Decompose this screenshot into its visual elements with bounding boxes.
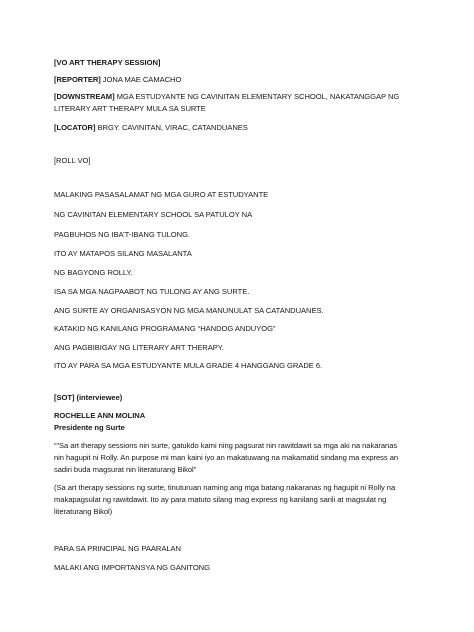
quote-line-3: sadiri buda magsurat nin literaturang Bikol”	[54, 465, 197, 474]
locator-tag: [LOCATOR]	[54, 123, 96, 132]
vo-line-6: ISA SA MGA NAGPAABOT NG TULONG AY ANG SURTE.	[54, 287, 250, 296]
closing-line-1: PARA SA PRINCIPAL NG PAARALAN	[54, 544, 181, 553]
roll-vo-tag: [ROLL VO]	[54, 156, 91, 165]
locator-text: BRGY. CAVINITAN, VIRAC, CATANDUANES	[95, 123, 248, 132]
closing-line-2: MALAKI ANG IMPORTANSYA NG GANITONG	[54, 563, 210, 572]
quote-line-2: nin hagupit ni Rolly. An purpose mi man kaini iyo an makatuwang na makamatid sindang ma express an	[54, 453, 399, 462]
locator-line	[54, 123, 454, 133]
quote-line-1: “”Sa art therapy sessions nin surte, gatukdo kami ning pagsurat nin rawitdawit sa mga aki na nakaranas	[54, 441, 398, 450]
translation-line-2: makapagsulat ng rawitdawit. Ito ay para matuto silang mag express ng kanilang sarili at magsulat ng	[54, 495, 387, 504]
vo-line-10: ITO AY PARA SA MGA ESTUDYANTE MULA GRADE 4 HANGGANG GRADE 6.	[54, 361, 323, 370]
downstream-tag: [DOWNSTREAM]	[54, 92, 115, 101]
translation-line-3: literaturang Bikol)	[54, 507, 113, 516]
interviewee-name: ROCHELLE ANN MOLINA	[54, 411, 146, 420]
vo-line-1: MALAKING PASASALAMAT NG MGA GURO AT ESTUDYANTE	[54, 190, 269, 199]
sot-tag: [SOT] (interviewee)	[54, 393, 123, 402]
vo-line-9: ANG PAGBIBIGAY NG LITERARY ART THERAPY.	[54, 343, 224, 352]
reporter-name: JONA MAE CAMACHO	[100, 75, 182, 84]
translation-line-1: (Sa art therapy sessions ng surte, tinuturuan naming ang mga batang nakaranas ng hagupit ni Rolly na	[54, 483, 396, 492]
interviewee-role: Presidente ng Surte	[54, 423, 125, 432]
vo-line-7: ANG SURTE AY ORGANISASYON NG MGA MANUNULAT SA CATANDUANES.	[54, 306, 324, 315]
vo-line-3: PAGBUHOS NG IBA’T-IBANG TULONG.	[54, 230, 191, 239]
reporter-line	[54, 75, 454, 85]
vo-line-4: ITO AY MATAPOS SILANG MASALANTA	[54, 249, 192, 258]
vo-line-5: NG BAGYONG ROLLY.	[54, 268, 133, 277]
vo-line-2: NG CAVINITAN ELEMENTARY SCHOOL SA PATULOY NA	[54, 210, 253, 219]
script-title: [VO ART THERAPY SESSION]	[54, 58, 161, 67]
downstream-text: MGA ESTUDYANTE NG CAVINITAN ELEMENTARY SCHOOL, NAKATANGGAP NG	[114, 92, 400, 101]
downstream-line-1	[54, 92, 454, 102]
downstream-line-2: LITERARY ART THERAPY MULA SA SURTE	[54, 104, 206, 113]
reporter-tag: [REPORTER]	[54, 75, 101, 84]
vo-line-8: KATAKID NG KANILANG PROGRAMANG “HANDOG ANDUYOG”	[54, 324, 276, 333]
